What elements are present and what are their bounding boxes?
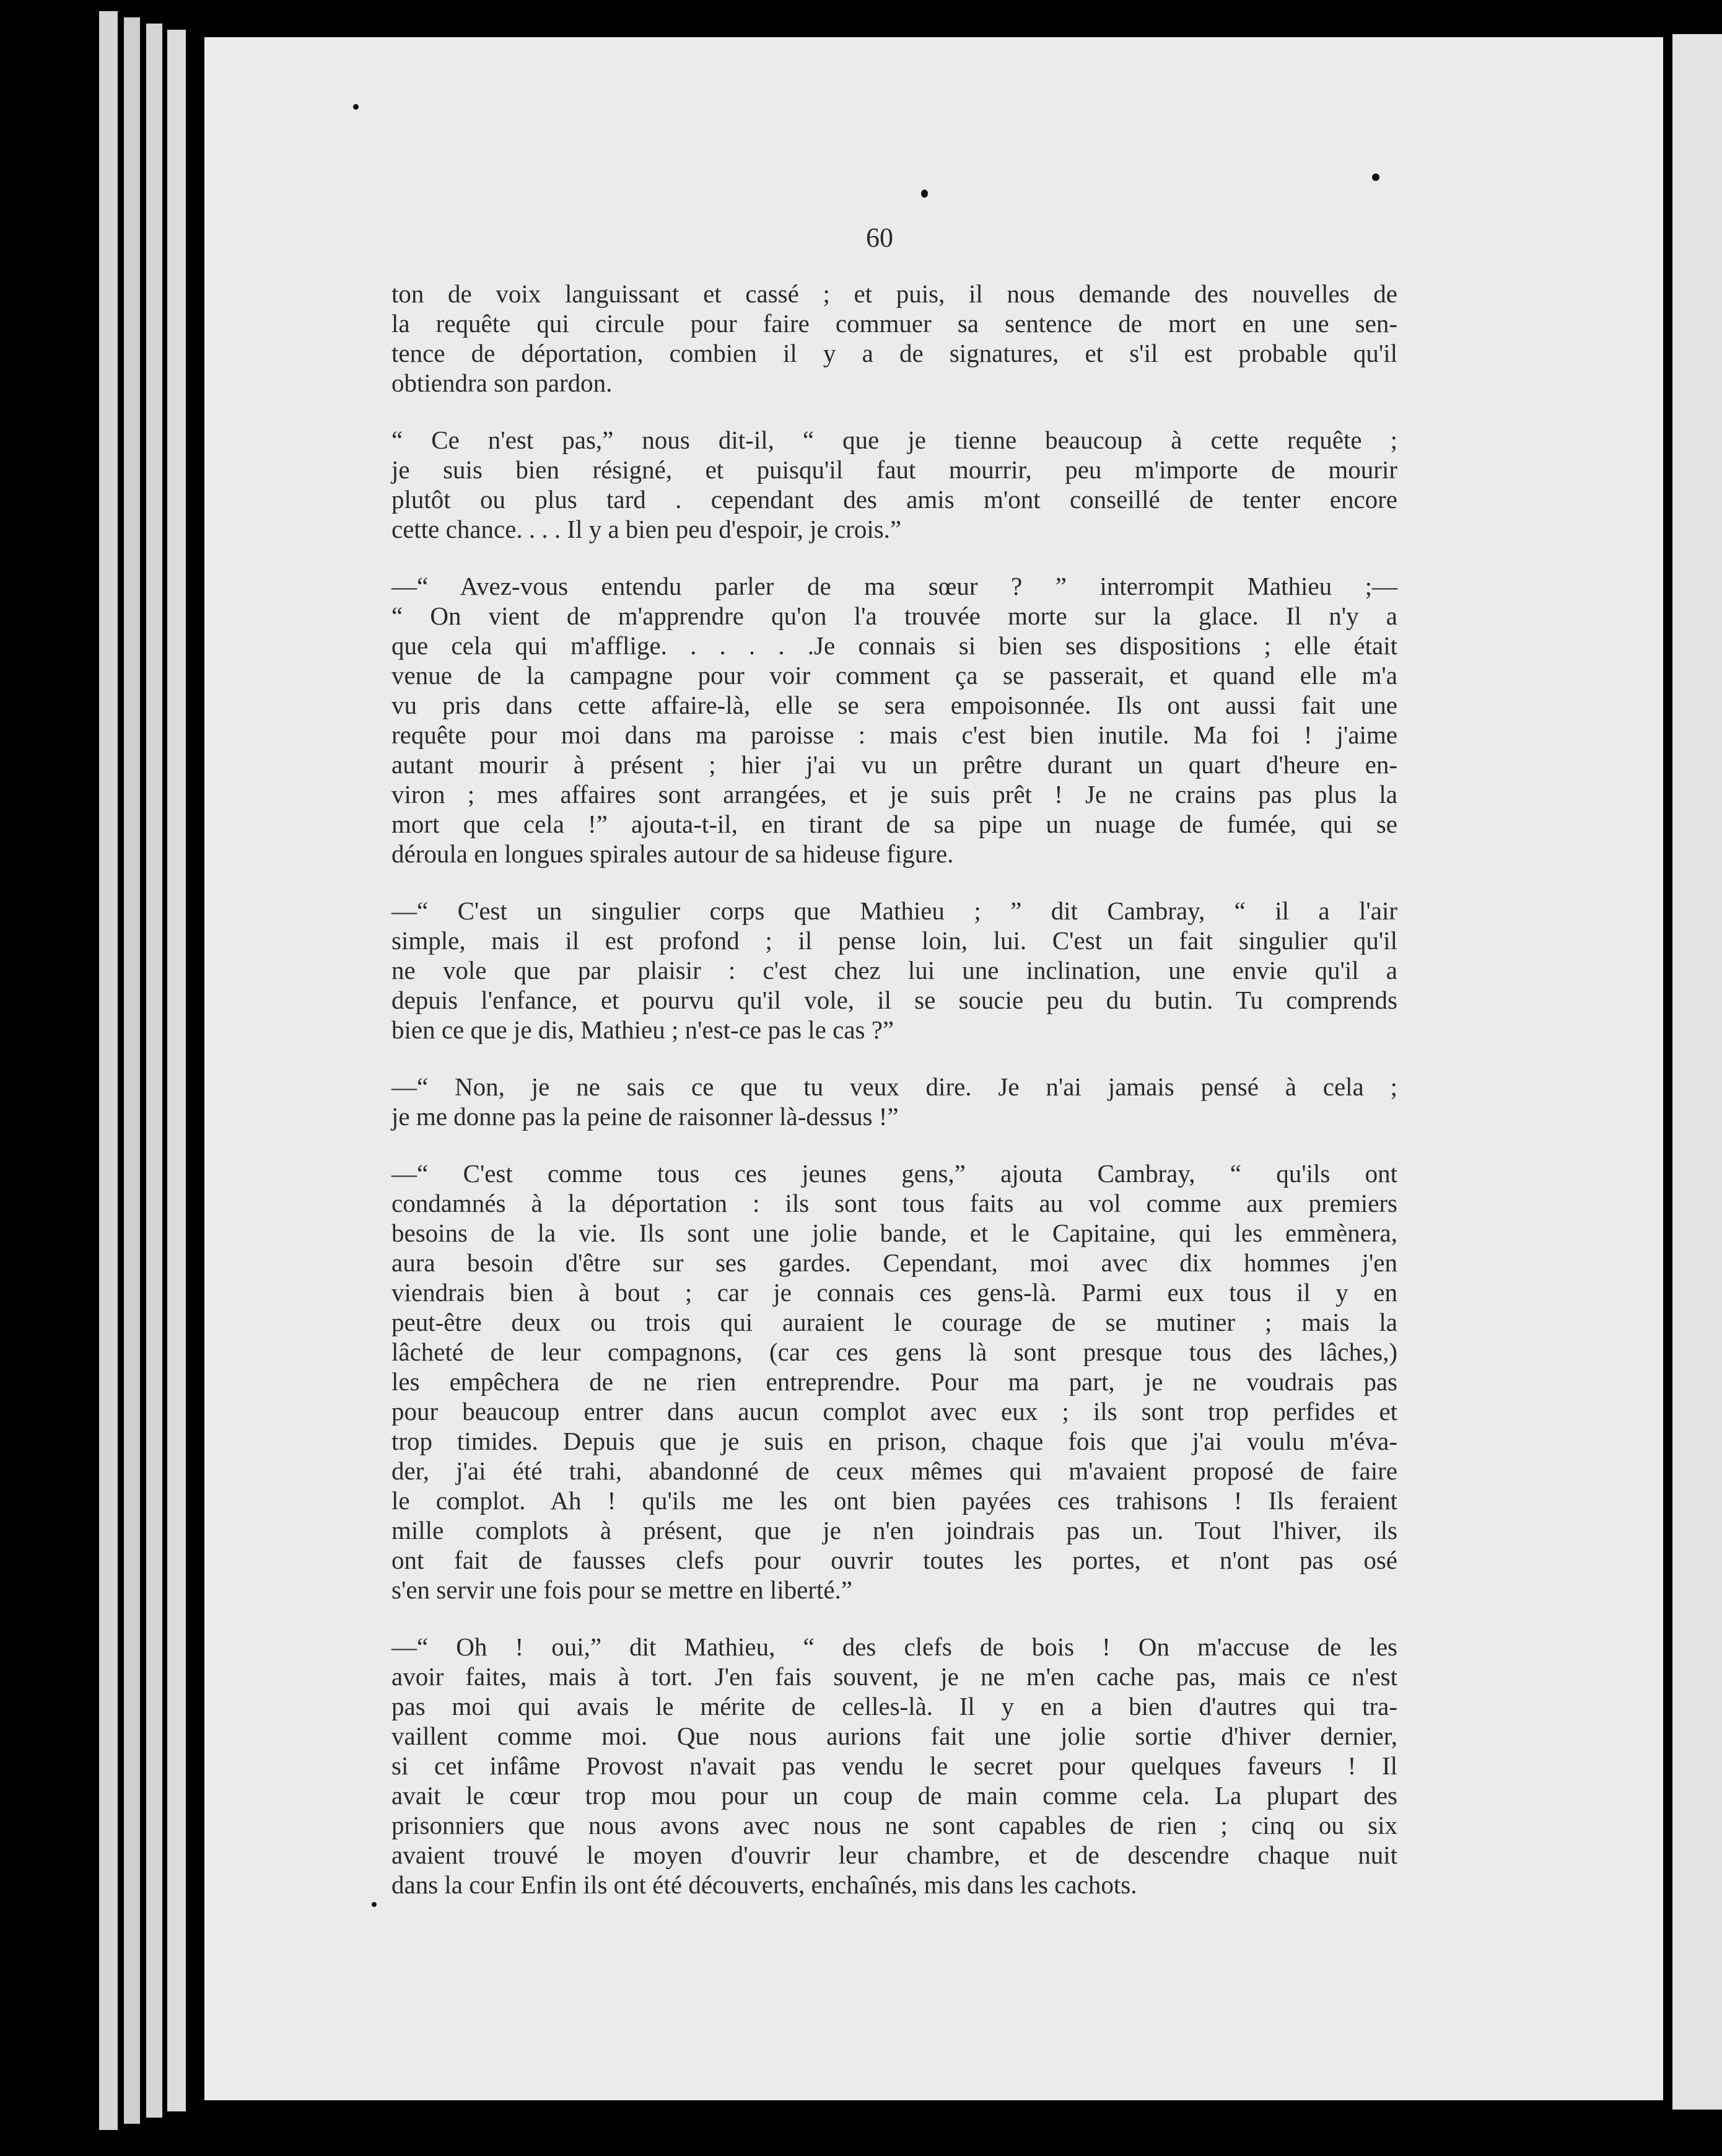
text-line: depuis l'enfance, et pourvu qu'il vole, il se soucie peu du butin. Tu comprends [391, 986, 1397, 1014]
text-line: pas moi qui avais le mérite de celles-là. Il y en a bien d'autres qui tra- [391, 1692, 1397, 1720]
text-line: —“ Non, je ne sais ce que tu veux dire. Je n'ai jamais pensé à cela ; [391, 1072, 1397, 1101]
text-line: ne vole que par plaisir : c'est chez lui une inclination, une envie qu'il a [391, 956, 1397, 984]
paragraph [391, 425, 1397, 544]
paragraph [391, 1632, 1397, 1900]
text-line: la requête qui circule pour faire commuer sa sentence de mort en une sen- [391, 309, 1397, 338]
text-line: der, j'ai été trahi, abandonné de ceux mêmes qui m'avaient proposé de faire [391, 1457, 1397, 1485]
text-line: aura besoin d'être sur ses gardes. Cependant, moi avec dix hommes j'en [391, 1248, 1397, 1277]
text-line: lâcheté de leur compagnons, (car ces gens là sont presque tous des lâches,) [391, 1338, 1397, 1366]
text-line: obtiendra son pardon. [391, 369, 613, 397]
text-line: avaient trouvé le moyen d'ouvrir leur chambre, et de descendre chaque nuit [391, 1841, 1397, 1869]
page-stack-edge [124, 17, 140, 2124]
page-stack-edge [99, 11, 118, 2130]
paragraph [391, 571, 1397, 869]
text-line: si cet infâme Provost n'avait pas vendu le secret pour quelques faveurs ! Il [391, 1751, 1397, 1780]
text-line: le complot. Ah ! qu'ils me les ont bien payées ces trahisons ! Ils feraient [391, 1486, 1397, 1515]
text-line: pour beaucoup entrer dans aucun complot avec eux ; ils sont trop perfides et [391, 1397, 1397, 1426]
text-line: bien ce que je dis, Mathieu ; n'est-ce pas le cas ?” [391, 1015, 894, 1044]
text-line: déroula en longues spirales autour de sa hideuse figure. [391, 839, 954, 868]
text-line: dans la cour Enfin ils ont été découverts, enchaînés, mis dans les cachots. [391, 1870, 1137, 1899]
text-line: plutôt ou plus tard . cependant des amis m'ont conseillé de tenter encore [391, 485, 1397, 514]
page-number: 60 [866, 222, 893, 253]
text-line: —“ C'est comme tous ces jeunes gens,” ajouta Cambray, “ qu'ils ont [391, 1159, 1397, 1188]
text-line: ont fait de fausses clefs pour ouvrir toutes les portes, et n'ont pas osé [391, 1546, 1397, 1574]
text-line: condamnés à la déportation : ils sont tous faits au vol comme aux premiers [391, 1189, 1397, 1217]
text-line: —“ Oh ! oui,” dit Mathieu, “ des clefs de bois ! On m'accuse de les [391, 1632, 1397, 1661]
text-line: s'en servir une fois pour se mettre en liberté.” [391, 1575, 852, 1604]
text-line: cette chance. . . . Il y a bien peu d'espoir, je crois.” [391, 515, 902, 543]
text-line: avait le cœur trop mou pour un coup de main comme cela. La plupart des [391, 1781, 1397, 1810]
paragraph [391, 896, 1397, 1045]
text-line: —“ Avez-vous entendu parler de ma sœur ? ” interrompit Mathieu ;— [391, 572, 1397, 600]
text-line: je me donne pas la peine de raisonner là-dessus !” [391, 1102, 899, 1131]
text-line: prisonniers que nous avons avec nous ne sont capables de rien ; cinq ou six [391, 1811, 1397, 1839]
ink-speck [1372, 173, 1379, 181]
text-line: que cela qui m'afflige. . . . . .Je connais si bien ses dispositions ; elle était [391, 631, 1397, 660]
paragraph [391, 279, 1397, 398]
text-line: autant mourir à présent ; hier j'ai vu un prêtre durant un quart d'heure en- [391, 750, 1397, 779]
text-line: peut-être deux ou trois qui auraient le courage de se mutiner ; mais la [391, 1308, 1397, 1336]
text-line: vu pris dans cette affaire-là, elle se sera empoisonnée. Ils ont aussi fait une [391, 691, 1397, 719]
text-line: vaillent comme moi. Que nous aurions fait une jolie sortie d'hiver dernier, [391, 1722, 1397, 1750]
text-line: ton de voix languissant et cassé ; et puis, il nous demande des nouvelles de [391, 279, 1397, 308]
text-line: besoins de la vie. Ils sont une jolie bande, et le Capitaine, qui les emmènera, [391, 1219, 1397, 1247]
text-line: avoir faites, mais à tort. J'en fais souvent, je ne m'en cache pas, mais ce n'est [391, 1662, 1397, 1691]
text-line: “ On vient de m'apprendre qu'on l'a trouvée morte sur la glace. Il n'y a [391, 602, 1397, 630]
text-line: viendrais bien à bout ; car je connais ces gens-là. Parmi eux tous il y en [391, 1278, 1397, 1307]
facing-page-edge [1672, 34, 1722, 2110]
paragraph [391, 1072, 1397, 1131]
text-line: simple, mais il est profond ; il pense loin, lui. C'est un fait singulier qu'il [391, 926, 1397, 955]
text-line: requête pour moi dans ma paroisse : mais c'est bien inutile. Ma foi ! j'aime [391, 721, 1397, 749]
text-line: les empêchera de ne rien entreprendre. Pour ma part, je ne voudrais pas [391, 1367, 1397, 1396]
ink-speck [921, 190, 928, 198]
body-text [391, 279, 1397, 1927]
text-line: viron ; mes affaires sont arrangées, et je suis prêt ! Je ne crains pas plus la [391, 780, 1397, 809]
page-stack-edge [146, 24, 162, 2118]
text-line: mille complots à présent, que je n'en joindrais pas un. Tout l'hiver, ils [391, 1516, 1397, 1545]
text-line: je suis bien résigné, et puisqu'il faut mourrir, peu m'importe de mourir [391, 455, 1397, 484]
paragraph [391, 1159, 1397, 1605]
text-line: tence de déportation, combien il y a de signatures, et s'il est probable qu'il [391, 339, 1397, 367]
text-line: —“ C'est un singulier corps que Mathieu ; ” dit Cambray, “ il a l'air [391, 896, 1397, 925]
text-line: venue de la campagne pour voir comment ça se passerait, et quand elle m'a [391, 661, 1397, 690]
ink-speck [353, 104, 359, 110]
text-line: mort que cela !” ajouta-t-il, en tirant de sa pipe un nuage de fumée, qui se [391, 810, 1397, 838]
text-line: trop timides. Depuis que je suis en prison, chaque fois que j'ai voulu m'éva- [391, 1427, 1397, 1455]
page-stack-edge [167, 30, 186, 2111]
ink-speck [372, 1902, 377, 1907]
text-line: “ Ce n'est pas,” nous dit-il, “ que je tienne beaucoup à cette requête ; [391, 426, 1397, 454]
